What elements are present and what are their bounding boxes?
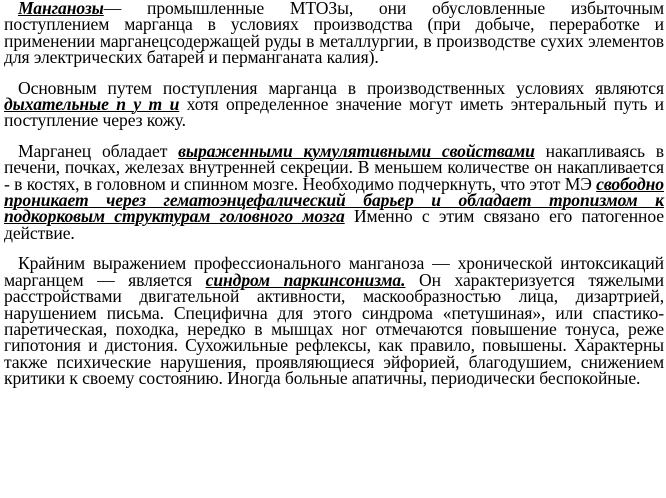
paragraph-text: Основным путем поступления марганца в производственных условиях являются: [18, 77, 664, 98]
paragraph-text: Марганец обладает: [18, 140, 179, 161]
paragraph-text: накапливаясь в печени, почках, железах внутренней секреции. В меньшем количестве он накапливается - в костях, в головном и спинном мозге. Необходимо подчеркнуть, что этот МЭ: [4, 140, 664, 194]
term-cumulative-properties: выраженными кумулятивными свойствами: [178, 140, 535, 161]
paragraph-manganoses-definition: [4, 0, 664, 66]
paragraph-entry-routes: [4, 77, 664, 131]
paragraph-text: Именно с этим связано его патогенное действие.: [4, 206, 664, 243]
document-page: [4, 0, 664, 401]
term-parkinsonism-syndrome: синдром паркинсонизма.: [205, 269, 406, 290]
paragraph-text: Крайним выражением профессионального манганоза — хронической интоксикаций марганцем — является: [4, 253, 664, 290]
paragraph-cumulative-properties: [4, 140, 664, 243]
term-blood-brain-barrier: свободно проникает через гематоэнцефалический барьер и обладает тропизмом к подкорковым структурам головного мозга: [4, 173, 664, 227]
paragraph-text: — промышленные МТОЗы, они обусловленные избыточным поступлением марганца в условиях производства (при добыче, переработке и применении марганецсодержащей руды в металлургии, в производстве сухих элементов для электрических батарей и перманганата калия).: [4, 0, 664, 68]
paragraph-parkinsonism: [4, 253, 664, 389]
term-respiratory-tract: дыхательные п у т и: [4, 94, 180, 115]
term-manganoses: Манганозы: [18, 0, 104, 18]
paragraph-text: Он характеризуется тяжелыми расстройствами двигательной активности, маскообразностью лица, дизартрией, нарушением письма. Специфична для этого синдрома «петушиная», или спастико-паретическая, походка, нередко в мышцах ног отмечаются повышение тонуса, реже гипотония и дистония. Сухожильные рефлексы, как правило, повышены. Характерны также психические нарушения, проявляющиеся эйфорией, благодушием, снижением критики к своему состоянию. Иногда больные апатичны, периодически беспокойные.: [4, 269, 664, 389]
paragraph-text: хотя определенное значение могут иметь энтеральный путь и поступление через кожу.: [4, 94, 664, 131]
